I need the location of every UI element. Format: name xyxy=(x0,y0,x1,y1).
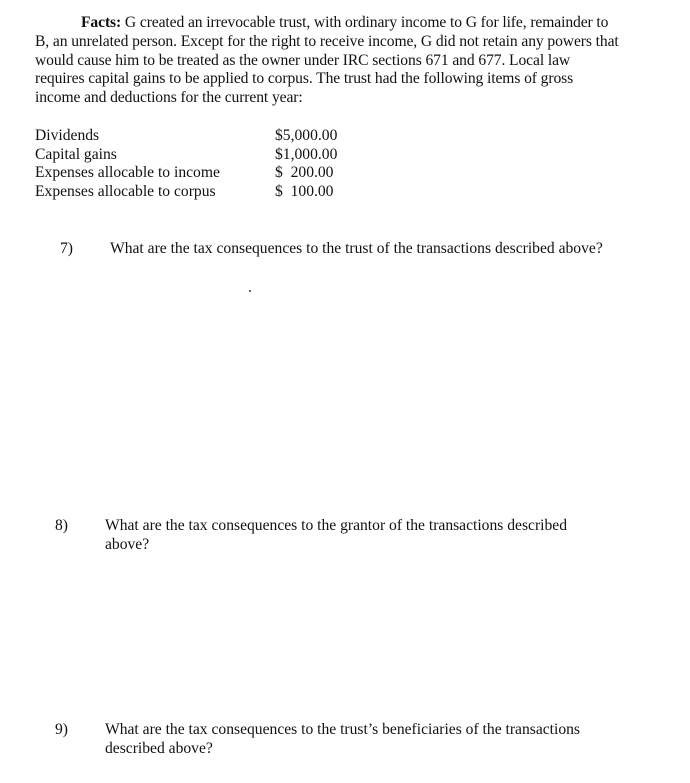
question-text: What are the tax consequences to the trust of the transactions described above? xyxy=(110,240,603,257)
question-7 xyxy=(60,239,610,258)
item-label: Dividends xyxy=(35,127,100,144)
item-amount: $5,000.00 xyxy=(275,127,338,144)
list-item xyxy=(35,164,355,183)
list-item xyxy=(35,183,355,202)
facts-label: Facts: xyxy=(81,14,122,31)
item-label: Expenses allocable to income xyxy=(35,164,220,181)
facts-paragraph xyxy=(35,14,620,108)
question-number: 8) xyxy=(55,517,68,534)
question-number: 9) xyxy=(55,721,68,738)
item-amount: $ 100.00 xyxy=(275,182,334,200)
question-text: What are the tax consequences to the trust’s beneficiaries of the transactions described above? xyxy=(105,721,580,757)
list-item xyxy=(35,127,355,146)
question-9 xyxy=(55,720,605,758)
question-8 xyxy=(55,516,605,554)
item-label: Capital gains xyxy=(35,145,117,163)
question-number: 7) xyxy=(60,240,73,257)
item-label: Expenses allocable to corpus xyxy=(35,182,216,200)
item-amount: $ 200.00 xyxy=(275,164,334,181)
stray-mark xyxy=(249,290,251,292)
income-deduction-list xyxy=(35,127,355,201)
question-text: What are the tax consequences to the grantor of the transactions described above? xyxy=(105,517,567,553)
list-item xyxy=(35,146,355,165)
facts-text: G created an irrevocable trust, with ordinary income to G for life, remainder to B, an unrelated person. Except for the right to receive income, G did not retain any powers that would cause him to be treated as the owner under IRC sections 671 and 677. Local law requires capital gains to be applied to corpus. The trust had the following items of gross income and deductions for the current year: xyxy=(35,14,619,107)
item-amount: $1,000.00 xyxy=(275,145,338,163)
